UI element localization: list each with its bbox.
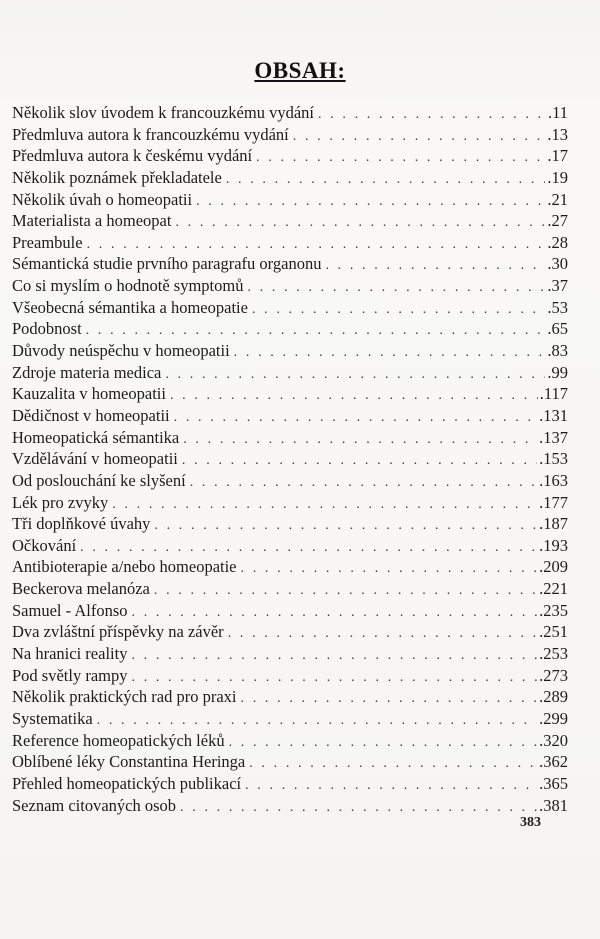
dot-leader (241, 688, 538, 710)
toc-entry-page: .163 (539, 470, 568, 490)
toc-entry-title: Dva zvláštní příspěvky na závěr (12, 622, 224, 642)
toc-entry-title: Lék pro zvyky (12, 492, 109, 512)
toc-entry (12, 708, 568, 730)
toc-entry-title: Materialista a homeopat (12, 211, 172, 231)
dot-leader (154, 515, 537, 537)
dot-leader (165, 364, 545, 386)
toc-entry-title: Několik úvah o homeopatii (12, 189, 193, 209)
dot-leader (228, 623, 537, 645)
toc-entry-title: Kauzalita v homeopatii (12, 384, 166, 404)
toc-entry-page: .235 (539, 600, 568, 620)
toc-entry (12, 621, 568, 643)
toc-entry-title: Několik poznámek překladatele (12, 167, 222, 187)
dot-leader (86, 320, 546, 342)
toc-entry-page: .131 (539, 405, 568, 425)
toc-entry (12, 102, 568, 124)
toc-entry-title: Pod světly rampy (12, 665, 128, 685)
dot-leader (97, 710, 537, 732)
dot-leader (318, 104, 546, 126)
toc-entry-title: Několik praktických rad pro praxi (12, 687, 237, 707)
toc-entry-page: .83 (547, 341, 568, 361)
toc-entry-title: Oblíbené léky Constantina Heringa (12, 752, 246, 772)
dot-leader (234, 342, 546, 364)
toc-entry-title: Od poslouchání ke slyšení (12, 470, 186, 490)
toc-entry-page: .53 (547, 297, 568, 317)
dot-leader (241, 558, 538, 580)
toc-entry (12, 405, 568, 427)
toc-entry-page: .137 (539, 427, 568, 447)
toc-entry-title: Homeopatická sémantika (12, 427, 180, 447)
toc-entry-page: .289 (539, 687, 568, 707)
toc-entry (12, 232, 568, 254)
toc-entry-title: Dědičnost v homeopatii (12, 405, 170, 425)
toc-entry-page: .117 (539, 384, 568, 404)
toc-entry (12, 795, 568, 817)
table-of-contents (12, 102, 568, 816)
toc-entry-page: .273 (539, 665, 568, 685)
toc-entry (12, 556, 568, 578)
toc-entry-page: .11 (547, 103, 568, 122)
toc-entry (12, 297, 568, 319)
toc-entry-title: Antibioterapie a/nebo homeopatie (12, 557, 237, 577)
toc-entry-title: Tři doplňkové úvahy (12, 514, 151, 534)
toc-entry-title: Na hranici reality (12, 644, 128, 664)
toc-entry (12, 513, 568, 535)
toc-entry (12, 362, 568, 384)
toc-entry-title: Samuel - Alfonso (12, 600, 128, 620)
toc-entry-page: .19 (547, 167, 568, 187)
toc-entry-title: Preambule (12, 232, 83, 252)
toc-entry (12, 383, 568, 405)
toc-entry-page: .99 (547, 362, 568, 382)
toc-entry-page: .13 (547, 124, 568, 144)
toc-entry-title: Reference homeopatických léků (12, 730, 225, 750)
dot-leader (131, 645, 537, 667)
toc-entry (12, 253, 568, 275)
toc-entry-page: .299 (539, 708, 568, 728)
toc-entry-page: .320 (539, 730, 568, 750)
toc-entry-page: .17 (547, 146, 568, 166)
toc-entry-title: Přehled homeopatických publikací (12, 773, 242, 793)
toc-entry-page: .30 (547, 254, 568, 274)
toc-entry-title: Předmluva autora k českému vydání (12, 146, 253, 166)
dot-leader (112, 494, 537, 516)
toc-entry (12, 643, 568, 665)
toc-entry-page: .21 (547, 189, 568, 209)
dot-leader (256, 147, 545, 169)
toc-entry (12, 665, 568, 687)
toc-entry-page: .381 (539, 795, 568, 815)
toc-entry-page: .362 (539, 752, 568, 772)
dot-leader (229, 732, 538, 754)
toc-entry-page: .177 (539, 492, 568, 512)
toc-entry-title: Podobnost (12, 319, 82, 339)
toc-entry-title: Zdroje materia medica (12, 362, 162, 382)
toc-entry-title: Předmluva autora k francouzkému vydání (12, 124, 289, 144)
dot-leader (182, 450, 537, 472)
toc-entry-page: .65 (547, 319, 568, 339)
toc-entry (12, 189, 568, 211)
toc-entry (12, 751, 568, 773)
toc-entry-title: Systematika (12, 708, 93, 728)
toc-entry (12, 686, 568, 708)
toc-entry-title: Všeobecná sémantika a homeopatie (12, 297, 248, 317)
dot-leader (325, 255, 545, 277)
toc-entry-page: .253 (539, 644, 568, 664)
toc-entry (12, 427, 568, 449)
toc-entry-title: Seznam citovaných osob (12, 795, 177, 815)
dot-leader (252, 299, 545, 321)
dot-leader (190, 472, 537, 494)
toc-entry-title: Beckerova melanóza (12, 579, 150, 599)
dot-leader (170, 385, 538, 407)
dot-leader (183, 429, 537, 451)
toc-entry (12, 167, 568, 189)
dot-leader (180, 797, 537, 819)
dot-leader (226, 169, 546, 191)
toc-entry (12, 773, 568, 795)
dot-leader (247, 277, 545, 299)
toc-entry (12, 600, 568, 622)
toc-entry (12, 730, 568, 752)
dot-leader (80, 537, 537, 559)
dot-leader (249, 753, 537, 775)
toc-entry-page: .28 (547, 232, 568, 252)
toc-entry-page: .221 (539, 579, 568, 599)
toc-entry-page: .37 (547, 276, 568, 296)
toc-entry (12, 318, 568, 340)
toc-entry (12, 470, 568, 492)
dot-leader (196, 191, 545, 213)
toc-entry-page: .365 (539, 773, 568, 793)
toc-entry (12, 210, 568, 232)
toc-entry (12, 275, 568, 297)
toc-entry-page: .27 (547, 211, 568, 231)
toc-entry-page: .251 (539, 622, 568, 642)
toc-entry-title: Co si myslím o hodnotě symptomů (12, 276, 244, 296)
toc-entry-page: .193 (539, 535, 568, 555)
toc-entry (12, 124, 568, 146)
toc-entry-page: .153 (539, 449, 568, 469)
toc-entry-title: Vzdělávání v homeopatii (12, 449, 178, 469)
toc-entry-page: .209 (539, 557, 568, 577)
toc-entry (12, 492, 568, 514)
toc-entry-title: Sémantická studie prvního paragrafu organonu (12, 254, 322, 274)
toc-entry-title: Očkování (12, 535, 77, 555)
toc-entry (12, 448, 568, 470)
toc-entry-title: Několik slov úvodem k francouzkému vydání (12, 103, 314, 122)
dot-leader (132, 602, 538, 624)
page-number: 383 (520, 815, 541, 830)
toc-entry (12, 535, 568, 557)
dot-leader (175, 212, 545, 234)
toc-entry (12, 145, 568, 167)
dot-leader (154, 580, 537, 602)
toc-entry (12, 578, 568, 600)
dot-leader (245, 775, 537, 797)
toc-entry-page: .187 (539, 514, 568, 534)
toc-entry (12, 340, 568, 362)
toc-entry-title: Důvody neúspěchu v homeopatii (12, 341, 230, 361)
dot-leader (87, 234, 546, 256)
dot-leader (174, 407, 537, 429)
toc-heading: OBSAH: (254, 58, 346, 83)
dot-leader (293, 126, 546, 148)
dot-leader (132, 667, 538, 689)
